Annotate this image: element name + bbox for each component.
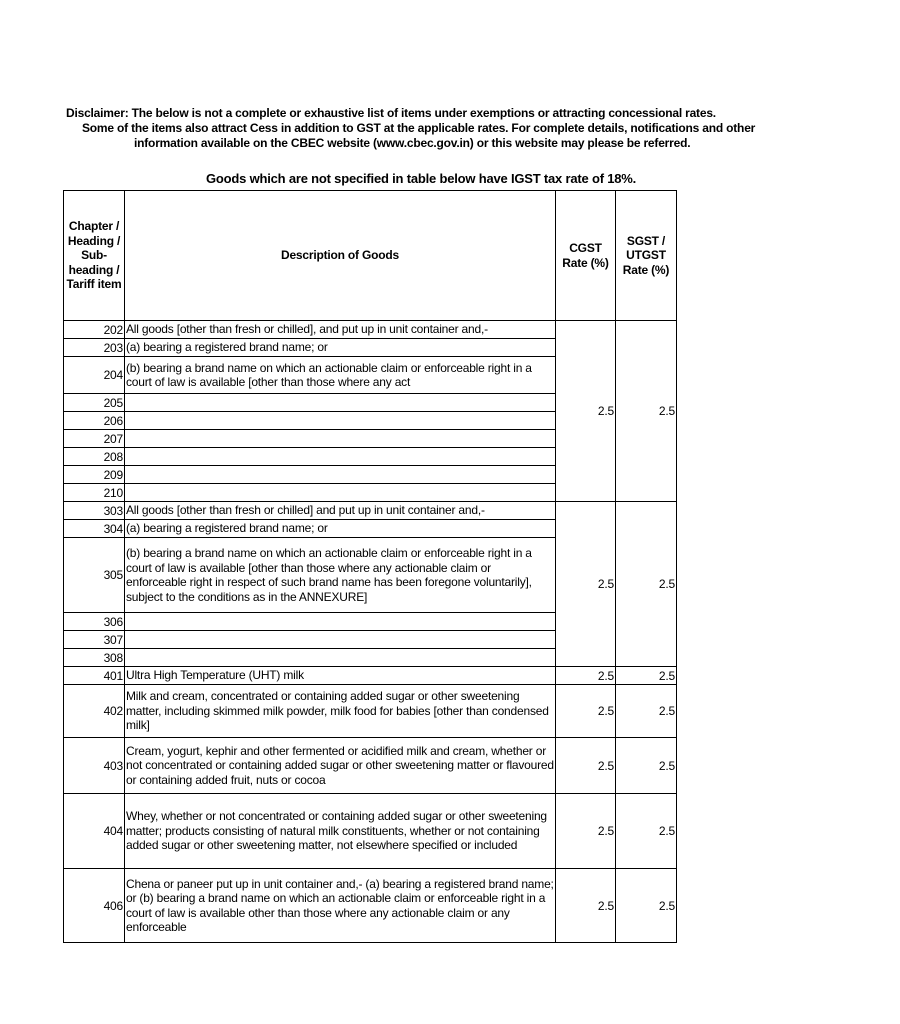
tariff-code: 306 (64, 613, 125, 631)
tariff-code: 203 (64, 339, 125, 357)
goods-description (125, 613, 556, 631)
tariff-code: 406 (64, 869, 125, 943)
table-row (64, 738, 677, 794)
table-row (64, 685, 677, 738)
tariff-code: 404 (64, 794, 125, 869)
sgst-rate: 2.5 (616, 502, 677, 667)
header-cgst-rate: CGST Rate (%) (556, 191, 616, 321)
goods-description (125, 412, 556, 430)
header-chapter: Chapter / Heading / Sub-heading / Tariff item (64, 191, 125, 321)
cgst-rate: 2.5 (556, 321, 616, 502)
tariff-code: 401 (64, 667, 125, 685)
goods-description (125, 394, 556, 412)
table-header-row (64, 191, 677, 321)
sgst-rate: 2.5 (616, 794, 677, 869)
cgst-rate: 2.5 (556, 794, 616, 869)
goods-description (125, 631, 556, 649)
goods-description (125, 466, 556, 484)
sgst-rate: 2.5 (616, 667, 677, 685)
cgst-rate: 2.5 (556, 685, 616, 738)
cgst-rate: 2.5 (556, 502, 616, 667)
goods-description (125, 448, 556, 466)
table-row (64, 667, 677, 685)
igst-default-rate-note: Goods which are not specified in table below have IGST tax rate of 18%. (206, 171, 637, 186)
goods-description: (b) bearing a brand name on which an actionable claim or enforceable right in a court of law is available [other than those where any actionable claim or enforceable right in respect of such brand name has been foregone voluntarily], subject to the conditions as in the ANNEXURE] (125, 538, 556, 613)
goods-description (125, 484, 556, 502)
tariff-code: 308 (64, 649, 125, 667)
cgst-rate: 2.5 (556, 869, 616, 943)
tariff-code: 402 (64, 685, 125, 738)
cgst-rate: 2.5 (556, 738, 616, 794)
goods-description: Cream, yogurt, kephir and other fermented or acidified milk and cream, whether or not concentrated or containing added sugar or other sweetening matter or flavoured or containing added fruit, nuts or cocoa (125, 738, 556, 794)
tariff-code: 304 (64, 520, 125, 538)
tariff-code: 403 (64, 738, 125, 794)
goods-description (125, 649, 556, 667)
goods-description: All goods [other than fresh or chilled], and put up in unit container and,- (125, 321, 556, 339)
table-row (64, 321, 677, 339)
tariff-code: 208 (64, 448, 125, 466)
goods-description: All goods [other than fresh or chilled] and put up in unit container and,- (125, 502, 556, 520)
disclaimer-line-3: information available on the CBEC website (www.cbec.gov.in) or this website may please be referred. (134, 136, 691, 150)
tariff-code: 209 (64, 466, 125, 484)
tariff-code: 307 (64, 631, 125, 649)
tariff-code: 210 (64, 484, 125, 502)
goods-description: Ultra High Temperature (UHT) milk (125, 667, 556, 685)
goods-description: Chena or paneer put up in unit container and,- (a) bearing a registered brand name; or (b) bearing a brand name on which an actionable claim or enforceable right in a court of law is available other than those where any actionable claim or any enforceable (125, 869, 556, 943)
tariff-code: 206 (64, 412, 125, 430)
tariff-code: 207 (64, 430, 125, 448)
gst-rate-table (63, 190, 677, 943)
goods-description (125, 430, 556, 448)
goods-description: (a) bearing a registered brand name; or (125, 339, 556, 357)
goods-description: Whey, whether or not concentrated or containing added sugar or other sweetening matter; products consisting of natural milk constituents, whether or not containing added sugar or other sweetening matter, not elsewhere specified or included (125, 794, 556, 869)
header-sgst-rate: SGST / UTGST Rate (%) (616, 191, 677, 321)
sgst-rate: 2.5 (616, 869, 677, 943)
table-row (64, 502, 677, 520)
table-row (64, 869, 677, 943)
sgst-rate: 2.5 (616, 738, 677, 794)
tariff-code: 303 (64, 502, 125, 520)
tariff-code: 305 (64, 538, 125, 613)
disclaimer-line-2: Some of the items also attract Cess in addition to GST at the applicable rates. For complete details, notifications and other (82, 121, 756, 135)
tariff-code: 202 (64, 321, 125, 339)
header-description: Description of Goods (125, 191, 556, 321)
tariff-code: 204 (64, 357, 125, 394)
cgst-rate: 2.5 (556, 667, 616, 685)
tariff-code: 205 (64, 394, 125, 412)
table-row (64, 794, 677, 869)
sgst-rate: 2.5 (616, 321, 677, 502)
goods-description: (a) bearing a registered brand name; or (125, 520, 556, 538)
goods-description: (b) bearing a brand name on which an actionable claim or enforceable right in a court of law is available [other than those where any act (125, 357, 556, 394)
disclaimer-line-1: Disclaimer: The below is not a complete or exhaustive list of items under exemptions or attracting concessional rates. (66, 106, 716, 120)
sgst-rate: 2.5 (616, 685, 677, 738)
goods-description: Milk and cream, concentrated or containing added sugar or other sweetening matter, including skimmed milk powder, milk food for babies [other than condensed milk] (125, 685, 556, 738)
